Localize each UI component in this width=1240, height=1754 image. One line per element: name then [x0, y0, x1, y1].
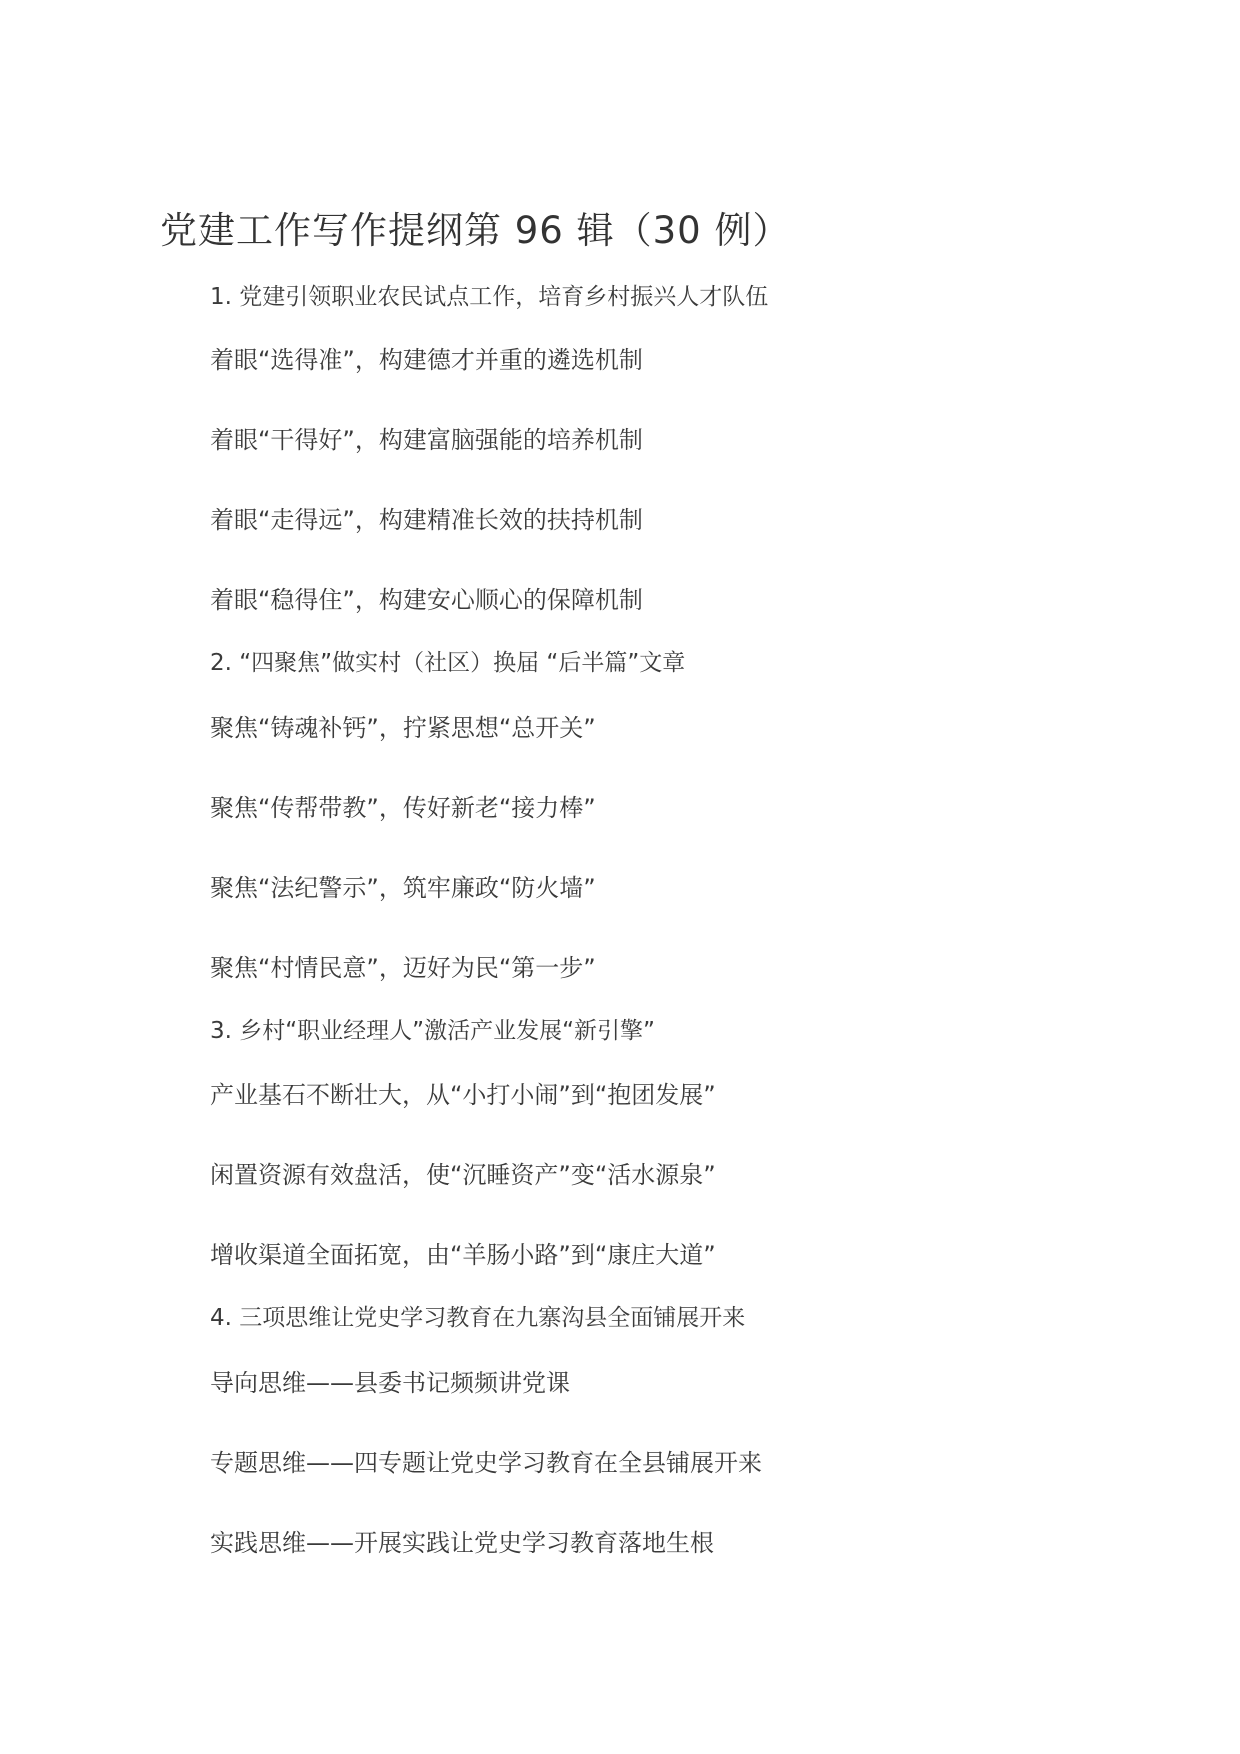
section-2-item-4: 聚焦“村情民意”，迈好为民“第一步”: [210, 954, 596, 982]
section-4-item-3: 实践思维——开展实践让党史学习教育落地生根: [210, 1529, 714, 1557]
section-2-item-2: 聚焦“传帮带教”，传好新老“接力棒”: [210, 794, 596, 822]
section-heading-4: 4. 三项思维让党史学习教育在九寨沟县全面铺展开来: [210, 1305, 746, 1331]
section-2-item-1: 聚焦“铸魂补钙”，拧紧思想“总开关”: [210, 714, 596, 742]
section-heading-3: 3. 乡村“职业经理人”激活产业发展“新引擎”: [210, 1018, 655, 1044]
section-4-item-1: 导向思维——县委书记频频讲党课: [210, 1369, 570, 1397]
document-title: 党建工作写作提纲第 96 辑（30 例）: [160, 209, 791, 252]
section-4-item-2: 专题思维——四专题让党史学习教育在全县铺展开来: [210, 1449, 762, 1477]
section-3-item-3: 增收渠道全面拓宽，由“羊肠小路”到“康庄大道”: [210, 1241, 716, 1269]
section-1-item-3: 着眼“走得远”，构建精准长效的扶持机制: [210, 506, 643, 534]
section-3-item-1: 产业基石不断壮大，从“小打小闹”到“抱团发展”: [210, 1081, 716, 1109]
section-heading-1: 1. 党建引领职业农民试点工作，培育乡村振兴人才队伍: [210, 284, 769, 310]
section-2-item-3: 聚焦“法纪警示”，筑牢廉政“防火墙”: [210, 874, 596, 902]
section-1-item-2: 着眼“干得好”，构建富脑强能的培养机制: [210, 426, 643, 454]
section-heading-2: 2. “四聚焦”做实村（社区）换届 “后半篇”文章: [210, 650, 686, 676]
section-1-item-4: 着眼“稳得住”，构建安心顺心的保障机制: [210, 586, 643, 614]
section-3-item-2: 闲置资源有效盘活，使“沉睡资产”变“活水源泉”: [210, 1161, 716, 1189]
section-1-item-1: 着眼“选得准”，构建德才并重的遴选机制: [210, 346, 643, 374]
